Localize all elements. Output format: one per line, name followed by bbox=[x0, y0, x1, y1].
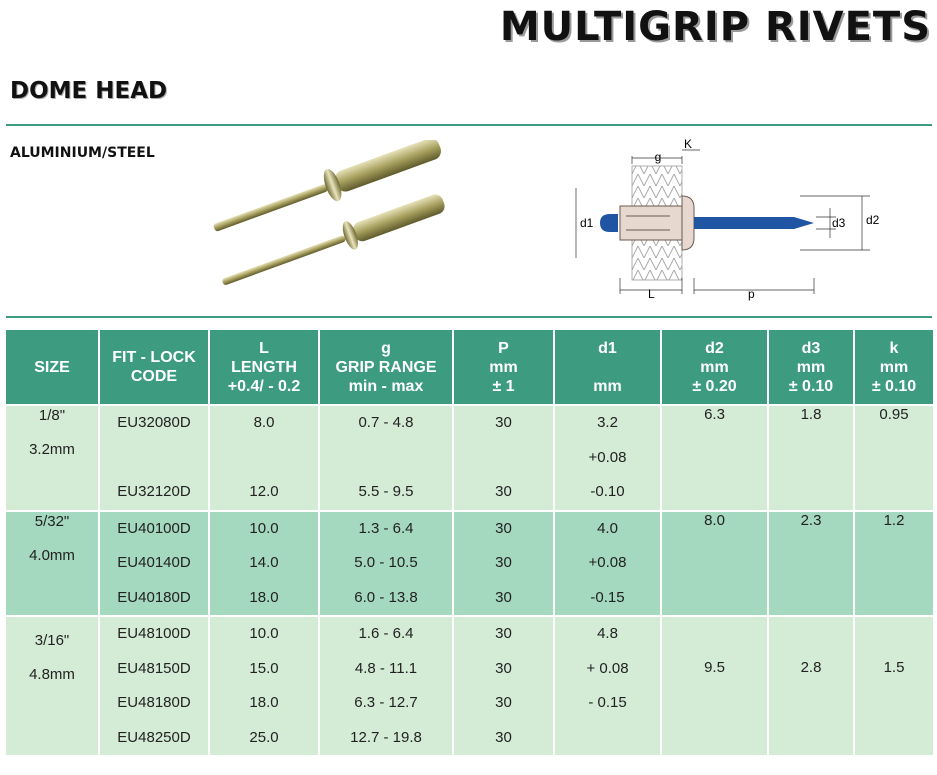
cell-length: 10.0 15.0 18.0 25.0 bbox=[209, 616, 319, 755]
cell-d2: 8.0 bbox=[661, 511, 768, 617]
label-d1: d1 bbox=[580, 216, 594, 230]
cell-code: EU48100D EU48150D EU48180D EU48250D bbox=[99, 616, 209, 755]
label-l: L bbox=[648, 287, 655, 301]
mandrel bbox=[600, 214, 618, 232]
cell-grip: 1.6 - 6.4 4.8 - 11.1 6.3 - 12.7 12.7 - 19.8 bbox=[319, 616, 453, 755]
cell-size: 1/8" 3.2mm bbox=[6, 405, 99, 511]
divider-bottom bbox=[6, 316, 932, 318]
cell-p: 30 30 30 bbox=[453, 511, 554, 617]
cell-length: 8.0 12.0 bbox=[209, 405, 319, 511]
cell-d1: 3.2 +0.08 -0.10 bbox=[554, 405, 661, 511]
cell-code: EU40100D EU40140D EU40180D bbox=[99, 511, 209, 617]
cell-grip: 1.3 - 6.4 5.0 - 10.5 6.0 - 13.8 bbox=[319, 511, 453, 617]
divider-top bbox=[6, 124, 932, 126]
cell-size: 5/32" 4.0mm bbox=[6, 511, 99, 617]
cell-k: 0.95 bbox=[854, 405, 934, 511]
cell-d2: 6.3 bbox=[661, 405, 768, 511]
header-d1: d1 mm bbox=[554, 330, 661, 405]
plate-bottom bbox=[632, 238, 682, 280]
cell-p: 30 30 bbox=[453, 405, 554, 511]
header-row bbox=[6, 330, 934, 405]
cell-k: 1.5 bbox=[854, 616, 934, 755]
header-d2: d2 mm ± 0.20 bbox=[661, 330, 768, 405]
label-p: p bbox=[748, 287, 755, 301]
header-d3: d3 mm ± 0.10 bbox=[768, 330, 854, 405]
cell-k: 1.2 bbox=[854, 511, 934, 617]
cell-grip: 0.7 - 4.8 5.5 - 9.5 bbox=[319, 405, 453, 511]
cell-length: 10.0 14.0 18.0 bbox=[209, 511, 319, 617]
rivet-photo bbox=[195, 140, 480, 290]
cell-d1: 4.0 +0.08 -0.15 bbox=[554, 511, 661, 617]
label-d2: d2 bbox=[866, 213, 880, 227]
table-row bbox=[6, 511, 934, 617]
section-title: DOME HEAD bbox=[10, 78, 168, 104]
dome-head bbox=[682, 196, 694, 250]
header-grip: g GRIP RANGE min - max bbox=[319, 330, 453, 405]
rivet-sleeve bbox=[620, 206, 682, 240]
cell-code: EU32080D EU32120D bbox=[99, 405, 209, 511]
cell-d3: 2.3 bbox=[768, 511, 854, 617]
plate-top bbox=[632, 166, 682, 208]
rivet-diagram bbox=[560, 138, 890, 303]
cell-size: 3/16" 4.8mm bbox=[6, 616, 99, 755]
label-d3: d3 bbox=[832, 216, 846, 230]
header-code: FIT - LOCK CODE bbox=[99, 330, 209, 405]
cell-d2: 9.5 bbox=[661, 616, 768, 755]
cell-p: 30 30 30 30 bbox=[453, 616, 554, 755]
page-title: MULTIGRIP RIVETS bbox=[499, 4, 931, 50]
material-label: ALUMINIUM/STEEL bbox=[10, 145, 155, 161]
table-row bbox=[6, 405, 934, 511]
table-row bbox=[6, 616, 934, 755]
spec-table bbox=[6, 330, 935, 755]
cell-d3: 1.8 bbox=[768, 405, 854, 511]
label-g: g bbox=[654, 150, 662, 164]
header-size: SIZE bbox=[6, 330, 99, 405]
header-k: k mm ± 0.10 bbox=[854, 330, 934, 405]
header-length: L LENGTH +0.4/ - 0.2 bbox=[209, 330, 319, 405]
rivet-upper bbox=[208, 140, 445, 244]
label-k: K bbox=[683, 138, 693, 151]
rivet-lower bbox=[217, 188, 448, 290]
cell-d3: 2.8 bbox=[768, 616, 854, 755]
header-p: P mm ± 1 bbox=[453, 330, 554, 405]
cell-d1: 4.8 + 0.08 - 0.15 bbox=[554, 616, 661, 755]
